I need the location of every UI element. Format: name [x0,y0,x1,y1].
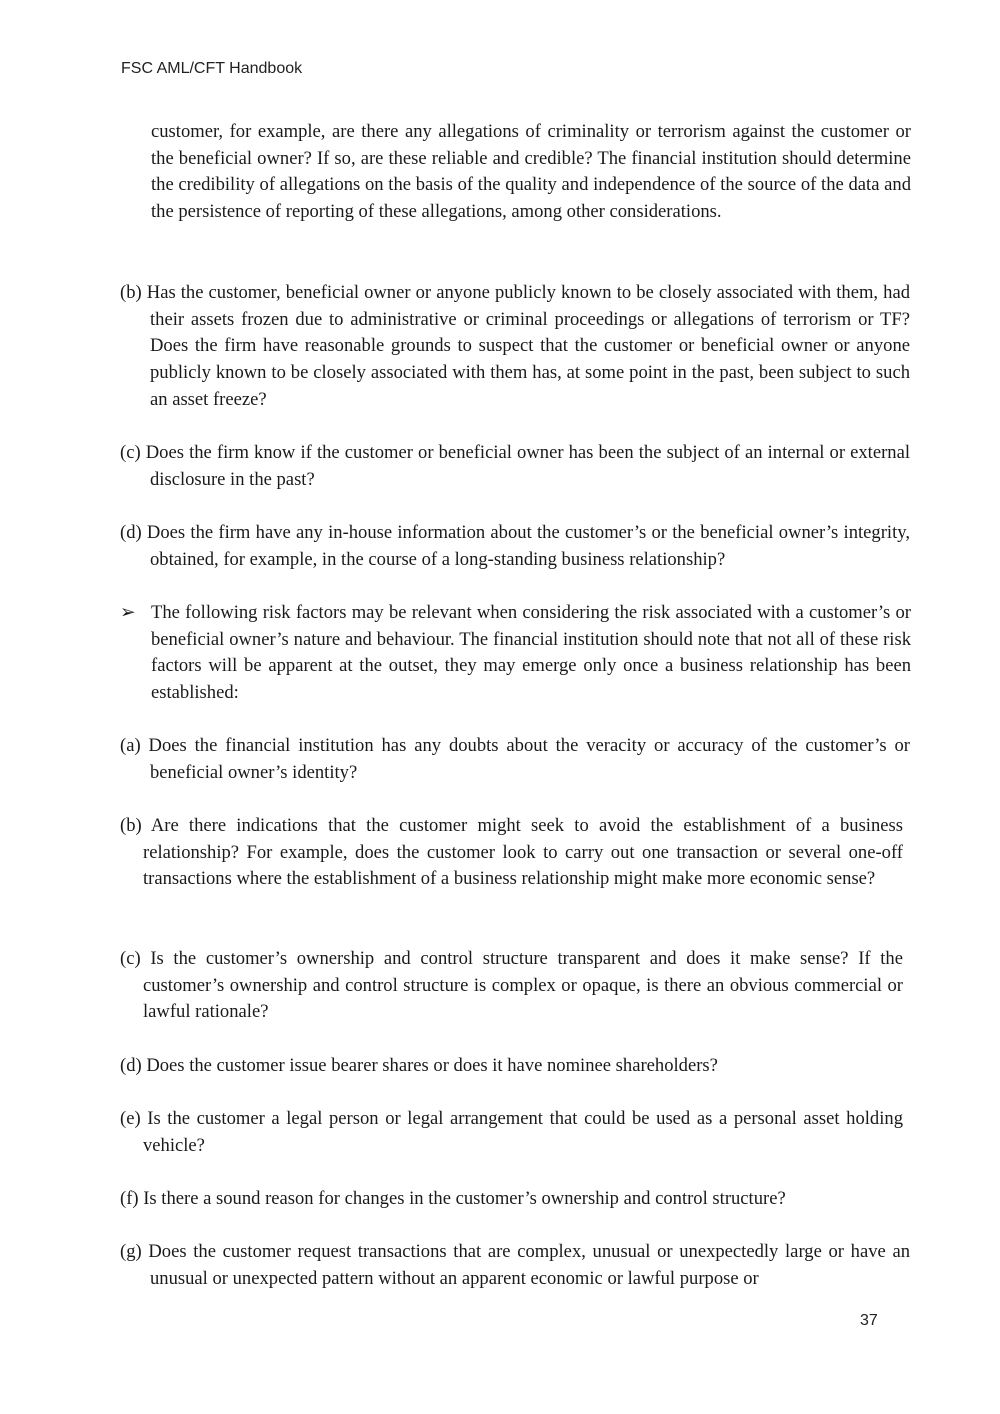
list-item-c-disclosure: (c) Does the firm know if the customer or beneficial owner has been the subject of an internal or external disclosure in the past? [120,442,910,490]
page-number: 37 [860,1312,878,1329]
list-item-c-ownership-structure: (c) Is the customer’s ownership and control structure transparent and does it make sense? If the customer’s ownership and control structure is complex or opaque, is there an obvious commercial or lawful rationale? [120,948,903,1023]
running-header: FSC AML/CFT Handbook [121,60,303,77]
list-item-e-asset-holding-vehicle: (e) Is the customer a legal person or legal arrangement that could be used as a personal asset holding vehicle? [120,1108,903,1156]
list-item-b-asset-freeze: (b) Has the customer, beneficial owner or anyone publicly known to be closely associated with them, had their assets frozen due to administrative or criminal proceedings or allegations of terrorism or TF? Does the firm have reasonable grounds to suspect that the customer or beneficial owner or anyone publicly known to be closely associated with them has, at some point in the past, been subject to such an asset freeze? [120,282,910,410]
list-item-d-in-house-info: (d) Does the firm have any in-house information about the customer’s or the beneficial owner’s integrity, obtained, for example, in the course of a long-standing business relationship? [120,522,910,570]
arrow-bullet-icon: ➢ [120,602,136,623]
bullet-paragraph-text: The following risk factors may be relevant when considering the risk associated with a customer’s or beneficial owner’s nature and behaviour. The financial institution should note that not all of these risk factors will be apparent at the outset, they may emerge only once a business relationship has been established: [151,602,911,704]
list-item-f-ownership-changes: (f) Is there a sound reason for changes in the customer’s ownership and control structure? [120,1188,786,1209]
paragraph-continuation: customer, for example, are there any allegations of criminality or terrorism against the customer or the beneficial owner? If so, are these reliable and credible? The financial institution should determine the credibility of allegations on the basis of the quality and independence of the source of the data and the persistence of reporting of these allegations, among other considerations. [151,121,911,223]
bullet-paragraph-risk-factors [120,600,911,707]
list-item-a-identity-doubts: (a) Does the financial institution has any doubts about the veracity or accuracy of the customer’s or beneficial owner’s identity? [120,735,910,783]
list-item-d-bearer-shares: (d) Does the customer issue bearer shares or does it have nominee shareholders? [120,1055,718,1076]
list-item-g-complex-transactions: (g) Does the customer request transactions that are complex, unusual or unexpectedly large or have an unusual or unexpected pattern without an apparent economic or lawful purpose or [120,1241,910,1289]
list-item-b-avoid-relationship: (b) Are there indications that the customer might seek to avoid the establishment of a business relationship? For example, does the customer look to carry out one transaction or several one-off transactions where the establishment of a business relationship might make more economic sense? [120,815,903,890]
